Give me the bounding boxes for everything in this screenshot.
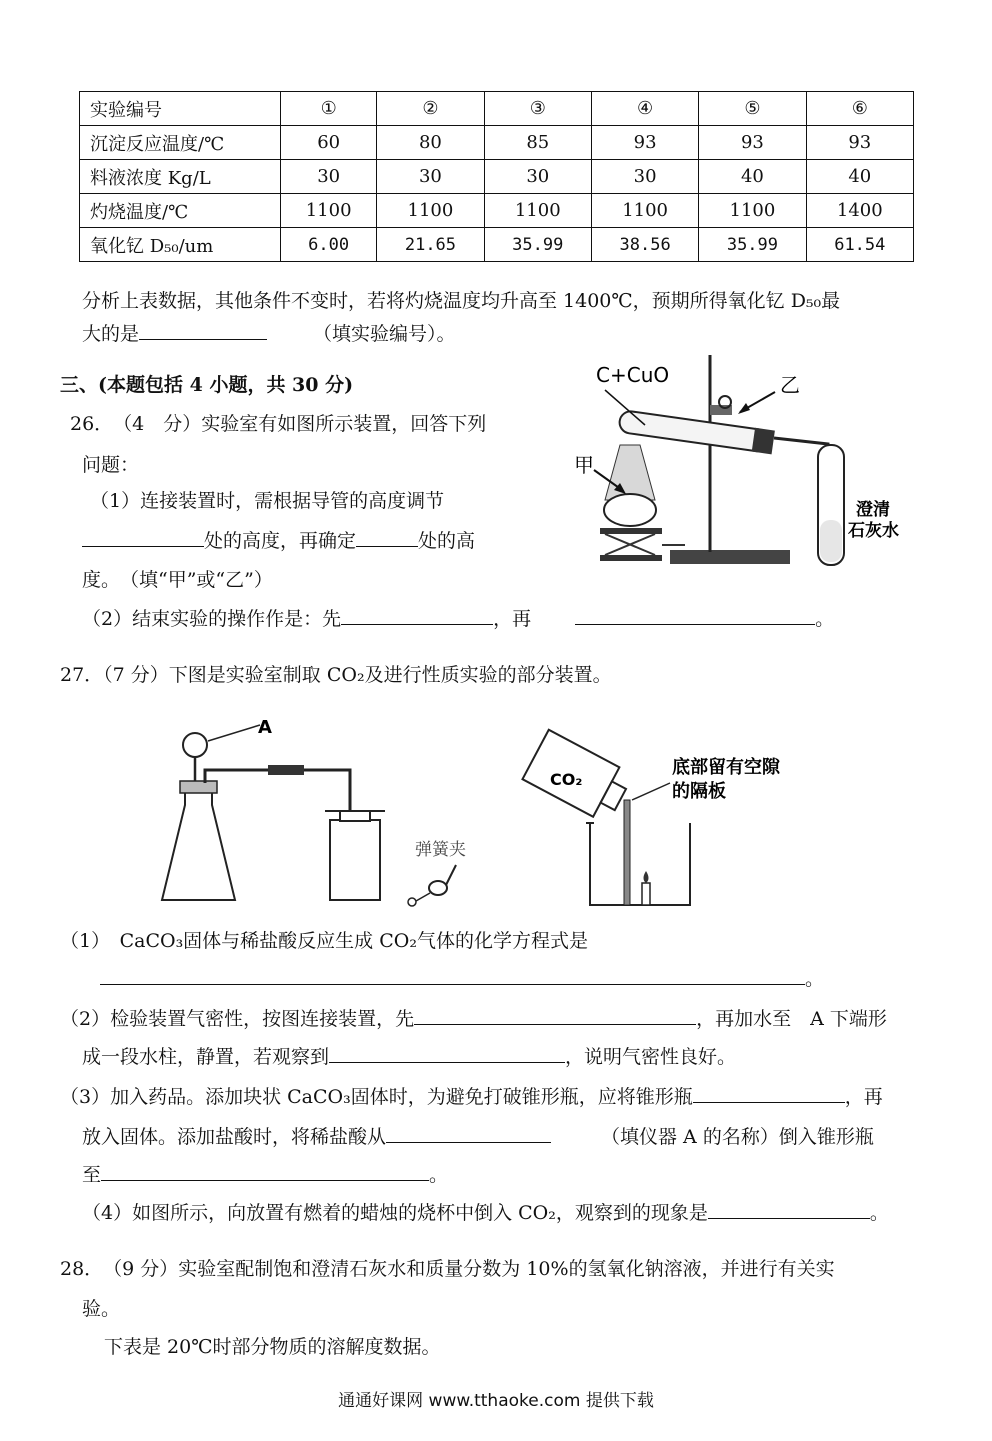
beaker	[590, 823, 690, 905]
label-yi: 乙	[780, 373, 800, 397]
row-label: 灼烧温度/℃	[80, 194, 281, 228]
thistle-funnel	[183, 733, 207, 757]
q27-blank-1[interactable]	[100, 966, 805, 985]
q27-p3-e: 至	[82, 1164, 102, 1186]
q26-line4	[82, 528, 475, 554]
page-footer: 通通好课网 www.tthaoke.com 提供下载	[338, 1391, 654, 1411]
table-cell: 21.65	[377, 228, 484, 262]
gas-tube	[205, 770, 350, 855]
table-cell: 85	[484, 126, 591, 160]
table-cell: 30	[484, 160, 591, 194]
table-cell: 40	[806, 160, 913, 194]
lab-jack-top	[600, 528, 662, 534]
table-cell: 60	[281, 126, 377, 160]
table-cell: 93	[806, 126, 913, 160]
row-label: 料液浓度 Kg/L	[80, 160, 281, 194]
q28-line2: 验。	[82, 1298, 121, 1320]
stand-base	[670, 550, 790, 564]
q26-line6	[82, 606, 834, 632]
table-cell: 1100	[699, 194, 806, 228]
label-a: A	[258, 717, 272, 738]
q27-p1-end: 。	[805, 968, 825, 990]
table-row	[80, 126, 914, 160]
table-cell: ②	[377, 92, 484, 126]
q27-p2-b: ，再加水至 A 下端形	[696, 1008, 887, 1030]
q27-p2-line2	[82, 1044, 736, 1070]
table-cell: 1100	[377, 194, 484, 228]
table-cell: 61.54	[806, 228, 913, 262]
table-row	[80, 92, 914, 126]
table-cell: ⑥	[806, 92, 913, 126]
q26-blank-3[interactable]	[341, 606, 493, 625]
table-row	[80, 228, 914, 262]
row-label: 氧化钇 D₅₀/um	[80, 228, 281, 262]
q27-p3-line2	[82, 1124, 874, 1150]
q27-blank-6[interactable]	[101, 1162, 429, 1181]
stopper	[752, 428, 775, 455]
label-c-cuo: C+CuO	[596, 363, 670, 387]
label-spring-clip: 弹簧夹	[415, 840, 466, 860]
q27-p3-f: 。	[429, 1164, 449, 1186]
q27-p2-a: （2）检验装置气密性，按图连接装置，先	[60, 1008, 415, 1030]
q26-blank-4[interactable]	[575, 606, 815, 625]
q25-answer-blank[interactable]	[139, 321, 267, 340]
q27-p3-line1	[60, 1084, 883, 1110]
q26-text-4b: 处的高	[418, 530, 476, 552]
table-cell: ③	[484, 92, 591, 126]
label-limewater-2: 石灰水	[848, 521, 899, 541]
table-cell: 30	[377, 160, 484, 194]
q27-p4-b: 。	[869, 1202, 889, 1224]
spring-clip	[429, 881, 447, 895]
section-3-heading: 三、(本题包括 4 小题，共 30 分)	[60, 374, 354, 396]
q26-blank-2[interactable]	[356, 528, 418, 547]
table-cell: ④	[591, 92, 698, 126]
q27-p2-line1	[60, 1006, 887, 1032]
q28-line3: 下表是 20℃时部分物质的溶解度数据。	[104, 1336, 441, 1358]
row-label: 沉淀反应温度/℃	[80, 126, 281, 160]
limewater	[820, 520, 842, 562]
q27-p3-line3	[82, 1162, 448, 1188]
rubber-stopper	[180, 781, 217, 793]
table-cell: ⑤	[699, 92, 806, 126]
q28-line1: 28． （9 分）实验室配制饱和澄清石灰水和质量分数为 10%的氢氧化钠溶液，并进行有关实	[60, 1258, 835, 1280]
q25-text-a: 大的是	[82, 323, 140, 345]
q26-text-6b: ，再	[493, 608, 532, 630]
q27-p1: （1） CaCO₃固体与稀盐酸反应生成 CO₂气体的化学方程式是	[60, 930, 588, 952]
q27-p3-c: 放入固体。添加盐酸时，将稀盐酸从	[82, 1126, 387, 1148]
collecting-bottle	[330, 820, 380, 900]
table-cell: 80	[377, 126, 484, 160]
experiment-table	[79, 91, 914, 262]
q26-text-6c: 。	[815, 608, 835, 630]
q26-line2: 问题：	[82, 454, 140, 476]
q27-blank-2[interactable]	[414, 1006, 696, 1025]
q27-p4-a: （4）如图所示，向放置有燃着的蜡烛的烧杯中倒入 CO₂，观察到的现象是	[82, 1202, 708, 1224]
table-row	[80, 194, 914, 228]
table-row	[80, 160, 914, 194]
q25-line2	[82, 321, 456, 347]
test-tube	[618, 410, 770, 453]
q27-blank-7[interactable]	[708, 1200, 870, 1219]
q27-p3-a: （3）加入药品。添加块状 CaCO₃固体时，为避免打破锥形瓶，应将锥形瓶	[60, 1086, 693, 1108]
table-cell: 93	[591, 126, 698, 160]
lab-jack-base	[600, 555, 662, 561]
q26-line5: 度。 （填“甲”或“乙”）	[82, 569, 273, 591]
table-cell: ①	[281, 92, 377, 126]
q27-p4	[82, 1200, 889, 1226]
candle	[642, 883, 650, 905]
table-cell: 93	[699, 126, 806, 160]
table-cell: 38.56	[591, 228, 698, 262]
q27-line1: 27．（7 分）下图是实验室制取 CO₂及进行性质实验的部分装置。	[60, 664, 612, 686]
q26-blank-1[interactable]	[82, 528, 204, 547]
table-cell: 1100	[281, 194, 377, 228]
rubber-connector	[268, 765, 304, 775]
q25-text-b: （填实验编号）。	[313, 323, 456, 345]
label-co2: CO₂	[550, 770, 583, 789]
q25-line1: 分析上表数据，其他条件不变时，若将灼烧温度均升高至 1400℃，预期所得氧化钇 D₅₀最	[82, 290, 841, 312]
flame-mesh	[605, 445, 655, 500]
partition-plate	[624, 800, 630, 905]
table-cell: 35.99	[699, 228, 806, 262]
table-cell: 30	[281, 160, 377, 194]
q26-text-6a: （2）结束实验的操作作是：先	[82, 608, 342, 630]
alcohol-lamp	[604, 494, 656, 526]
table-cell: 40	[699, 160, 806, 194]
table-cell: 30	[591, 160, 698, 194]
table-cell: 1100	[591, 194, 698, 228]
q26-text-4a: 处的高度，再确定	[204, 530, 357, 552]
table-cell: 1100	[484, 194, 591, 228]
table-cell: 1400	[806, 194, 913, 228]
q27-p2-c: 成一段水柱，静置，若观察到	[82, 1046, 330, 1068]
table-cell: 6.00	[281, 228, 377, 262]
q27-blank-4[interactable]	[693, 1084, 845, 1103]
q27-apparatus-figure	[150, 705, 860, 915]
label-plate-1: 底部留有空隙	[672, 757, 780, 778]
q27-blank-3[interactable]	[329, 1044, 565, 1063]
q27-p3-d: （填仪器 A 的名称）倒入锥形瓶	[601, 1126, 874, 1148]
q27-p3-b: ，再	[844, 1086, 883, 1108]
conical-flask	[162, 790, 235, 900]
label-limewater-1: 澄清	[856, 500, 890, 520]
q26-line1: 26． （4 分）实验室有如图所示装置，回答下列	[70, 413, 487, 435]
q27-blank-5[interactable]	[386, 1124, 551, 1143]
label-plate-2: 的隔板	[672, 781, 726, 802]
q26-apparatus-figure	[560, 350, 940, 575]
q26-line3: （1）连接装置时，需根据导管的高度调节	[90, 490, 445, 512]
q27-p1-answer-line	[100, 966, 824, 992]
label-jia: 甲	[574, 453, 594, 477]
table-cell: 35.99	[484, 228, 591, 262]
row-label: 实验编号	[80, 92, 281, 126]
q27-p2-d: ，说明气密性良好。	[565, 1046, 737, 1068]
